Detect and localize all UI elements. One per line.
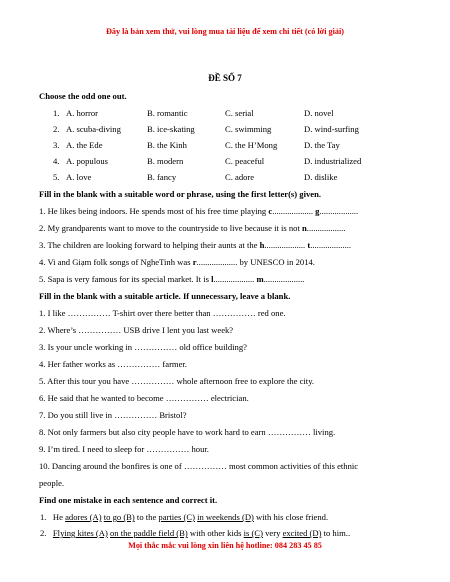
page-title: ĐỀ SỐ 7 (208, 73, 242, 83)
blank: ................... (263, 274, 305, 284)
article-item: 10. Dancing around the bonfires is one of …………… most common activities of this ethnic (39, 461, 359, 471)
question-row (0, 124, 450, 136)
underlined-option-d: excited (D) (282, 528, 322, 538)
option-b: B. fancy (147, 172, 177, 182)
sentence-text: to him.. (321, 528, 351, 538)
option-c: C. adore (225, 172, 255, 182)
article-item: 8. Not only farmers but also city people have to work hard to earn …………… living. (39, 427, 336, 437)
question-number: 3. (53, 140, 60, 150)
section-heading-find-mistake: Find one mistake in each sentence and correct it. (39, 495, 218, 505)
option-a: A. the Ede (66, 140, 103, 150)
sentence-text: with his close friend. (253, 512, 329, 522)
first-letter: h (259, 240, 265, 250)
article-item: 1. I like …………… T-shirt over there better than …………… red one. (39, 308, 286, 318)
question-row (0, 172, 450, 184)
sentence-text: very (262, 528, 283, 538)
fill-item (39, 206, 358, 216)
option-c: C. swimming (225, 124, 272, 134)
article-item-continued: people. (39, 478, 65, 488)
item-text: 5. Sapa is very famous for its special market. It is (39, 274, 212, 284)
option-b: B. ice-skating (147, 124, 195, 134)
question-row (0, 108, 450, 120)
underlined-option-c: parties (C) (158, 512, 195, 522)
option-a: A. populous (66, 156, 109, 166)
first-letter: n (302, 223, 307, 233)
article-item: 3. Is your uncle working in …………… old office building? (39, 342, 247, 352)
underlined-option-b: to go (B) (103, 512, 135, 522)
sentence-number: 2. (40, 528, 47, 538)
preview-banner: Đây là bản xem thử, vui lòng mua tài liệu để xem chi tiết (có lời giải) (105, 27, 344, 36)
article-item: 9. I’m tired. I need to sleep for …………… hour. (39, 444, 209, 454)
article-item: 7. Do you still live in …………… Bristol? (39, 410, 187, 420)
item-text: 1. He likes being indoors. He spends most of his free time playing (39, 206, 269, 216)
option-b: B. modern (147, 156, 184, 166)
sentence-text: to the (134, 512, 159, 522)
option-a: A. scuba-diving (66, 124, 121, 134)
sentence-text: with other kids (187, 528, 244, 538)
first-letter: g (315, 206, 320, 216)
article-item: 6. He said that he wanted to become …………… electrician. (39, 393, 249, 403)
underlined-option-a: Flying kites (A) (52, 528, 108, 538)
sentence-text: He (52, 512, 66, 522)
item-text: 2. My grandparents want to move to the countryside to live because it is not (39, 223, 303, 233)
fill-item (39, 257, 315, 267)
first-letter: c (268, 206, 273, 216)
option-c: C. serial (225, 108, 254, 118)
option-d: D. wind-surfing (304, 124, 359, 134)
first-letter: r (192, 257, 197, 267)
option-a: A. love (66, 172, 92, 182)
question-row (0, 156, 450, 168)
article-item: 4. Her father works as …………… farmer. (39, 359, 187, 369)
blank: ................... (264, 240, 308, 250)
item-text: 3. The children are looking forward to helping their aunts at the (39, 240, 260, 250)
question-row (0, 140, 450, 152)
option-d: D. industrialized (304, 156, 362, 166)
option-a: A. horror (66, 108, 98, 118)
blank: ................... (310, 240, 352, 250)
option-d: D. dislike (304, 172, 338, 182)
mistake-sentence (40, 528, 350, 538)
first-letter: l (211, 274, 214, 284)
option-d: D. the Tay (304, 140, 340, 150)
item-text: 4. Vi and Giạm folk songs of NgheTinh was (39, 257, 193, 267)
fill-item (39, 240, 351, 250)
section-heading-articles: Fill in the blank with a suitable article. If unnecessary, leave a blank. (39, 291, 291, 301)
fill-item (39, 274, 304, 284)
question-number: 4. (53, 156, 60, 166)
blank: ................... (213, 274, 257, 284)
option-c: C. the H’Mong (225, 140, 278, 150)
question-number: 5. (53, 172, 60, 182)
blank: .................. (319, 206, 359, 216)
fill-item (39, 223, 345, 233)
sentence-number: 1. (40, 512, 47, 522)
underlined-option-a: adores (A) (65, 512, 102, 522)
mistake-sentence (40, 512, 328, 522)
option-d: D. novel (304, 108, 334, 118)
first-letter: m (256, 274, 264, 284)
article-item: 2. Where’s …………… USB drive I lent you last week? (39, 325, 234, 335)
option-c: C. peaceful (225, 156, 265, 166)
underlined-option-b: on the paddle field (B) (109, 528, 188, 538)
option-b: B. romantic (147, 108, 188, 118)
blank: .................. (306, 223, 346, 233)
option-b: B. the Kinh (147, 140, 187, 150)
blank: ................... (272, 206, 316, 216)
question-number: 1. (53, 108, 60, 118)
article-item: 5. After this tour you have …………… whole afternoon free to explore the city. (39, 376, 315, 386)
section-heading-odd-one-out: Choose the odd one out. (39, 91, 127, 101)
underlined-option-c: is (C) (243, 528, 263, 538)
blank: ................... by UNESCO in 2014. (196, 257, 315, 267)
underlined-option-d: in weekends (D) (197, 512, 254, 522)
first-letter: t (307, 240, 311, 250)
hotline-banner: Mọi thắc mắc vui lòng xin liên hệ hotline: 084 283 45 85 (128, 541, 322, 550)
section-heading-fill-first-letter: Fill in the blank with a suitable word or phrase, using the first letter(s) given. (39, 189, 322, 199)
question-number: 2. (53, 124, 60, 134)
